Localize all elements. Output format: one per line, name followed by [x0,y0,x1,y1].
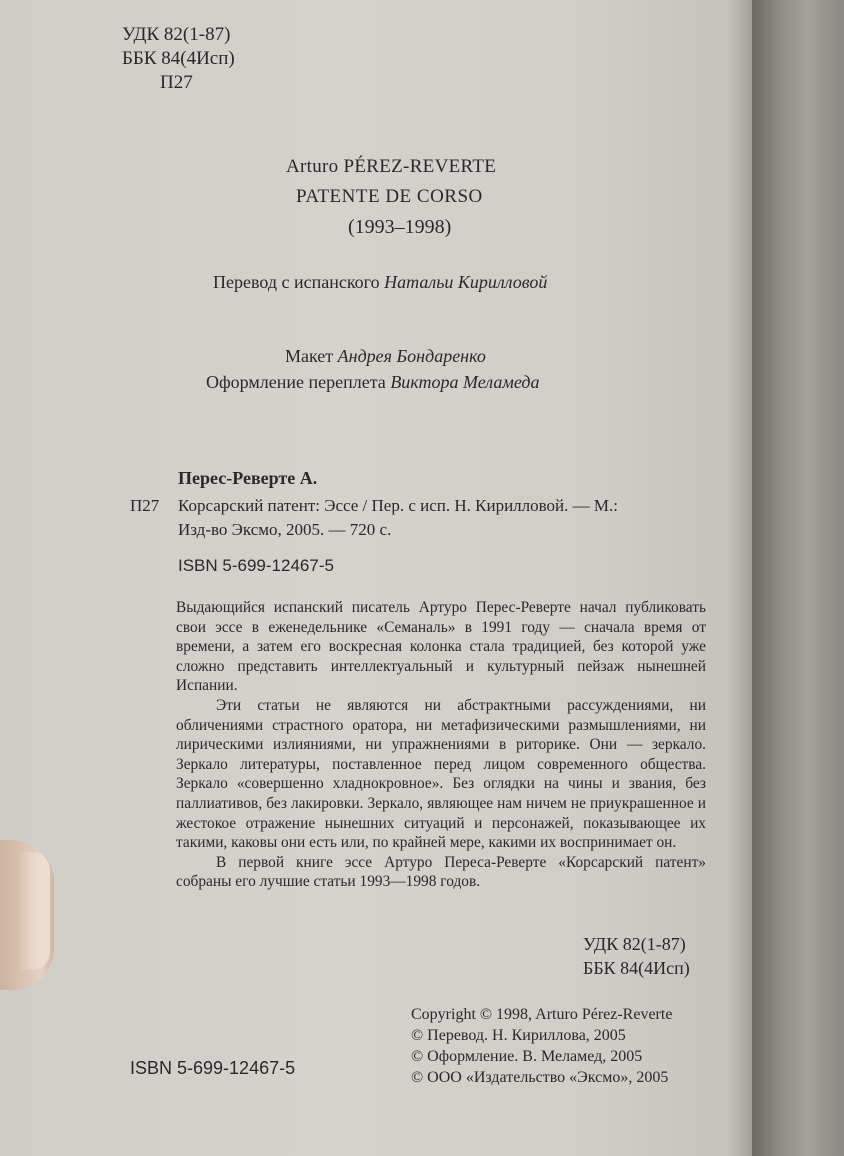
translator-name: Натальи Кирилловой [384,272,548,292]
bbk-code-bottom: ББК 84(4Исп) [583,958,690,978]
annotation-paragraph-3: В первой книге эссе Артуро Переса-Реверте «Корсарский патент» собраны его лучшие статьи 1993—1998 годов. [176,853,706,891]
annotation-paragraph-2: Эти статьи не являются ни абстрактными рассуждениями, ни обличениями страстного оратора, ни метафизическими размышлениями, ни лирическими излияниями, ни упражнениями в риторике. Они — зеркало. Зеркало литературы, поставленное перед лицом современного общества. Зеркало «совершенно хладнокровное». Без оглядки на чины и звания, без паллиативов, без лакировки. Зеркало, являющее нам ничем не приукрашенное и жестокое отражение нынешних ситуаций и персонажей, показывающее их такими, каковы они есть или, по крайней мере, какими их воспринимает он. [176,696,706,852]
original-title: PATENTE DE CORSO [296,186,483,207]
bibliography-code: П27 [130,496,160,515]
adjacent-pages [752,0,844,1156]
original-years: (1993–1998) [348,216,452,238]
isbn-text: ISBN 5-699-12467-5 [178,556,334,575]
copyright-line-1: Copyright © 1998, Arturo Pérez-Reverte [411,1006,673,1023]
isbn-bottom: ISBN 5-699-12467-5 [130,1058,296,1078]
copyright-line-4: © ООО «Издательство «Эксмо», 2005 [411,1069,669,1086]
bibliography-line-2: Изд-во Эксмо, 2005. — 720 с. [178,520,392,539]
author-sign-code: П27 [160,72,193,93]
translator-prefix: Перевод с испанского [213,272,385,292]
copyright-line-2: © Перевод. Н. Кириллова, 2005 [411,1027,626,1044]
bbk-code: ББК 84(4Исп) [122,48,235,69]
layout-credit [285,346,486,367]
cover-prefix: Оформление переплета [206,372,391,392]
annotation [176,598,706,892]
udk-code: УДК 82(1-87) [122,24,231,45]
layout-name: Андрея Бондаренко [337,346,486,366]
bibliography-author: Перес-Реверте А. [178,468,318,488]
udk-code-bottom: УДК 82(1-87) [583,934,686,954]
translator-credit [213,272,547,293]
original-author: Arturo PÉREZ-REVERTE [286,156,497,177]
copyright-line-3: © Оформление. В. Меламед, 2005 [411,1048,643,1065]
annotation-paragraph-1: Выдающийся испанский писатель Артуро Перес-Реверте начал публиковать свои эссе в еженедельнике «Семаналь» в 1991 году — сначала время от времени, а затем его воскресная колонка стала традицией, без которой уже сложно представить интеллектуальный и культурный пейзаж нынешней Испании. [176,599,706,695]
bibliography-line-1: Корсарский патент: Эссе / Пер. с исп. Н. Кирилловой. — М.: [178,496,618,515]
layout-prefix: Макет [285,346,338,366]
thumbnail-highlight [20,852,50,970]
cover-credit [206,372,539,393]
page-edge-shadow [728,0,752,1156]
cover-name: Виктора Меламеда [390,372,540,392]
